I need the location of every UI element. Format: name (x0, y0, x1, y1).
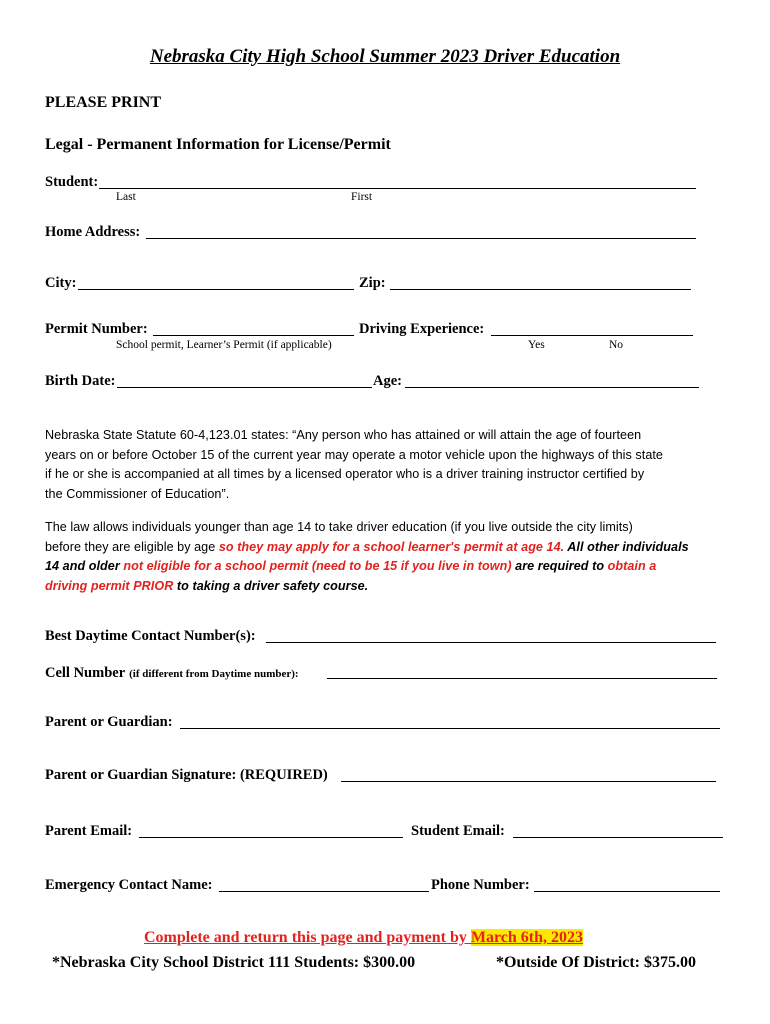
driving-experience-field[interactable] (491, 335, 693, 336)
birth-date-label (45, 373, 115, 390)
outside-district-price: *Outside Of District: $375.00 (496, 954, 696, 971)
please-print-label: PLEASE PRINT (45, 94, 162, 111)
parent-guardian-label: Parent or Guardian: (45, 714, 173, 730)
zip-field[interactable] (390, 289, 691, 290)
phone-number-field[interactable] (534, 891, 720, 892)
law-line (45, 518, 735, 538)
law-emphasis-red: not eligible for a school permit (need to be 15 if you live in town) (123, 559, 512, 573)
emergency-contact-field[interactable] (219, 891, 429, 892)
law-line (45, 538, 735, 558)
complete-return-notice (144, 929, 583, 947)
law-line (45, 557, 735, 577)
city-label: City: (45, 275, 77, 291)
law-emphasis: All other individuals (564, 539, 689, 554)
best-daytime-field[interactable] (266, 642, 716, 643)
student-first-hint: First (351, 191, 373, 203)
student-label: Student: (45, 174, 99, 190)
deadline-date: March 6th, 2023 (470, 929, 583, 946)
parent-signature-label: Parent or Guardian Signature: (REQUIRED) (45, 767, 328, 783)
zip-label: Zip: (359, 275, 386, 291)
phone-number-label: Phone Number: (431, 877, 530, 893)
cell-number-field[interactable] (327, 678, 717, 679)
cell-number-label (45, 664, 299, 682)
statute-line: the Commissioner of Education”. (45, 486, 230, 501)
student-email-label: Student Email: (411, 823, 505, 839)
emergency-contact-label: Emergency Contact Name: (45, 877, 213, 893)
city-field[interactable] (78, 289, 354, 290)
law-emphasis: are required to (511, 559, 608, 573)
age-label: Age: (373, 373, 402, 389)
statute-line: if he or she is accompanied at all times by a licensed operator who is a driver training instructor certified by (45, 467, 645, 481)
statute-line: Nebraska State Statute 60-4,123.01 states: “Any person who has attained or will attain the age of fourteen (45, 428, 642, 442)
section-heading: Legal - Permanent Information for License/Permit (45, 136, 391, 153)
law-text: before they are eligible by age (45, 539, 219, 554)
statute-paragraph (45, 426, 735, 504)
law-line (45, 577, 735, 597)
driving-experience-label: Driving Experience: (359, 321, 485, 337)
law-emphasis-red: so they may apply for a school learner's permit at age 14. (218, 539, 565, 554)
complete-return-text: Complete and return this page and payment by (144, 929, 471, 946)
home-address-field[interactable] (146, 238, 696, 239)
law-emphasis: 14 and older (45, 559, 124, 573)
age-field[interactable] (405, 387, 699, 388)
statute-line: years on or before October 15 of the current year may operate a motor vehicle upon the highways of this state (45, 447, 663, 462)
birth-date-field[interactable] (117, 387, 372, 388)
experience-no-option[interactable]: No (609, 339, 624, 351)
student-name-field[interactable] (99, 188, 696, 189)
law-emphasis-red: driving permit PRIOR (45, 578, 174, 593)
permit-number-label: Permit Number: (45, 321, 148, 337)
student-last-hint: Last (116, 191, 136, 203)
experience-yes-option[interactable]: Yes (528, 339, 545, 351)
parent-guardian-field[interactable] (180, 728, 720, 729)
form-title: Nebraska City High School Summer 2023 Driver Education (149, 46, 621, 67)
parent-email-field[interactable] (139, 837, 403, 838)
district-price: *Nebraska City School District 111 Students: $300.00 (52, 954, 416, 971)
best-daytime-label: Best Daytime Contact Number(s): (45, 628, 256, 644)
home-address-label: Home Address: (45, 224, 141, 240)
cell-number-label-text: Cell Number (45, 665, 126, 681)
law-paragraph (45, 518, 735, 596)
birth-date-label-text: Birth Date: (45, 373, 116, 389)
law-emphasis: to taking a driver safety course. (173, 578, 369, 593)
student-email-field[interactable] (513, 837, 723, 838)
permit-number-hint: School permit, Learner’s Permit (if applicable) (116, 339, 332, 351)
parent-email-label: Parent Email: (45, 823, 133, 839)
permit-number-field[interactable] (153, 335, 354, 336)
law-text: The law allows individuals younger than age 14 to take driver education (if you live outside the city limits) (45, 520, 633, 534)
law-emphasis-red: obtain a (607, 559, 657, 573)
parent-signature-field[interactable] (341, 781, 716, 782)
cell-number-hint: (if different from Daytime number): (129, 668, 299, 680)
